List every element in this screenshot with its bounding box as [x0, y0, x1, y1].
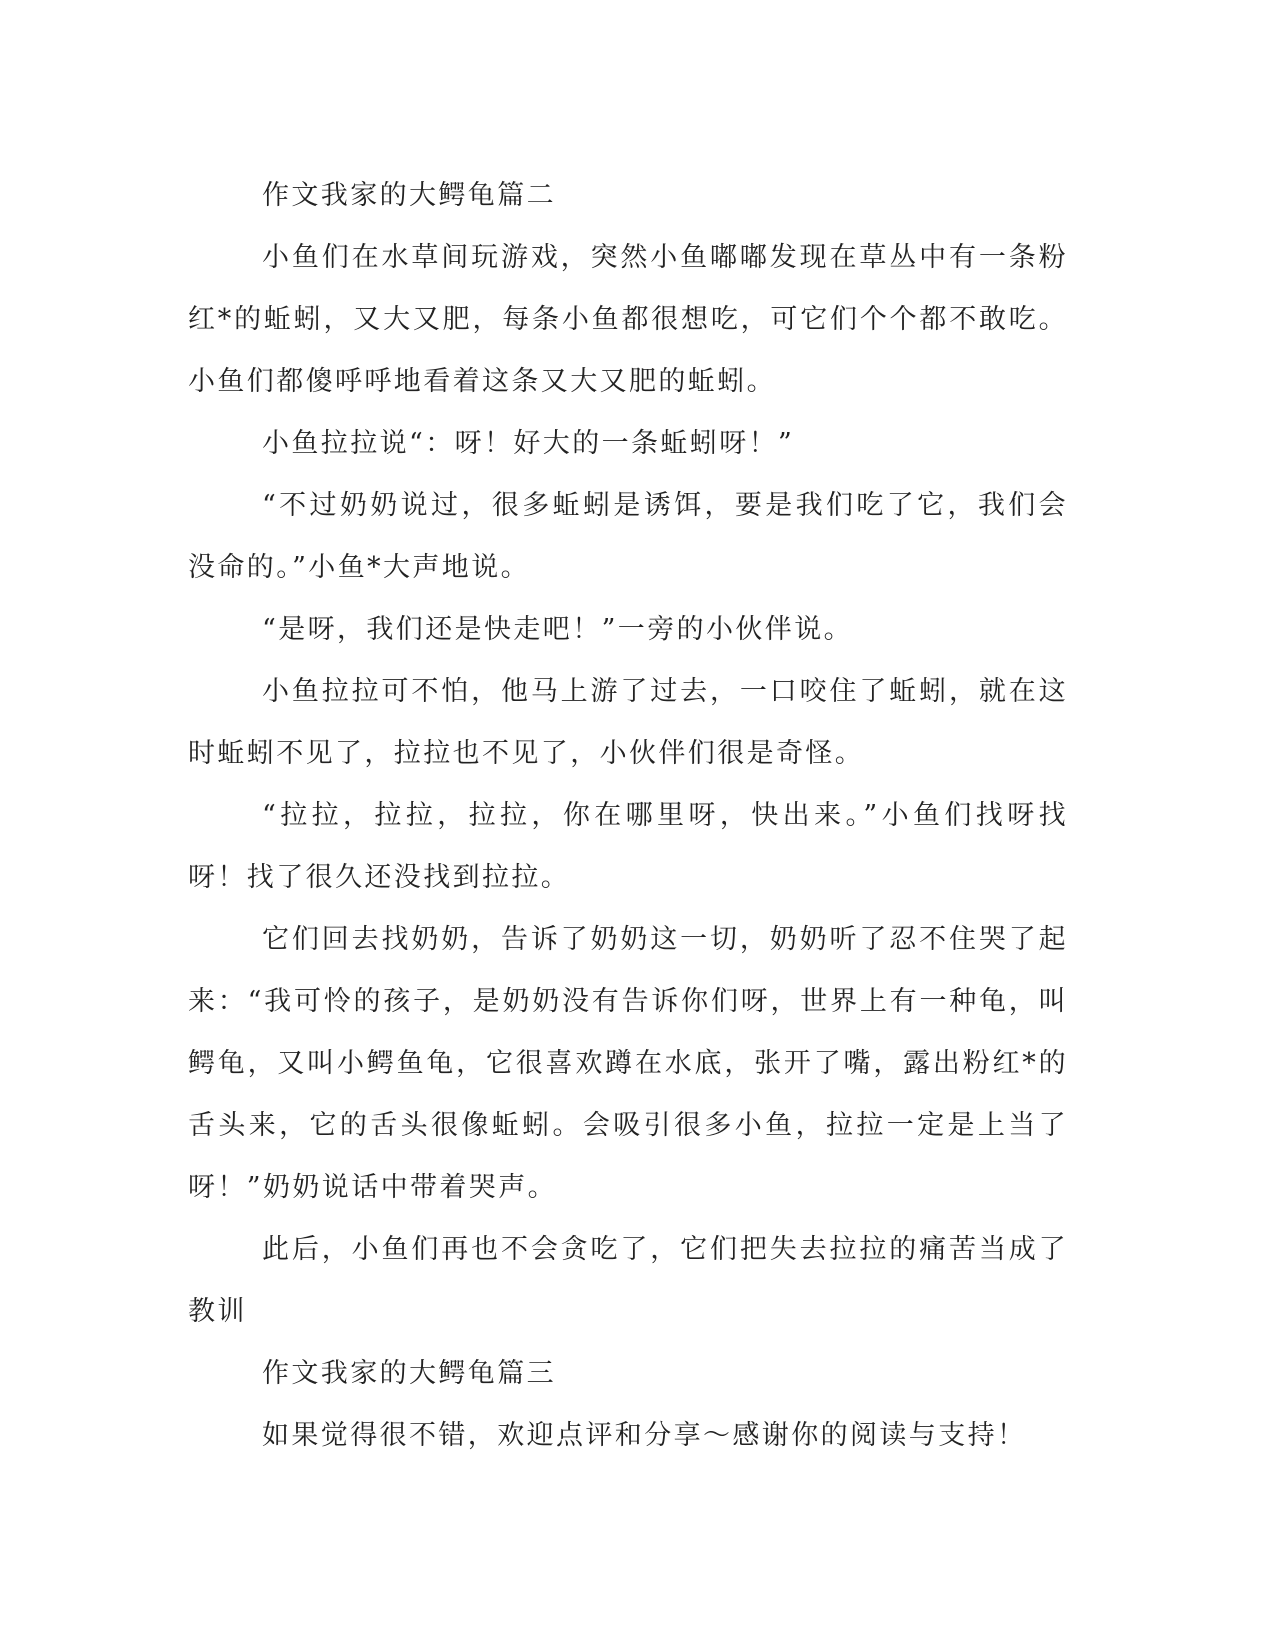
- paragraph-5: 小鱼拉拉可不怕，他马上游了过去，一口咬住了蚯蚓，就在这时蚯蚓不见了，拉拉也不见了，小伙伴们很是奇怪。: [188, 676, 1068, 769]
- section-heading-2: 作文我家的大鳄龟篇二: [262, 180, 556, 211]
- paragraph-4: “是呀，我们还是快走吧！”一旁的小伙伴说。: [262, 614, 854, 645]
- paragraph-6: “拉拉，拉拉，拉拉，你在哪里呀，快出来。”小鱼们找呀找呀！找了很久还没找到拉拉。: [188, 800, 1068, 893]
- paragraph-1: 小鱼们在水草间玩游戏，突然小鱼嘟嘟发现在草丛中有一条粉红*的蚯蚓，又大又肥，每条小鱼都很想吃，可它们个个都不敢吃。小鱼们都傻呼呼地看着这条又大又肥的蚯蚓。: [188, 242, 1068, 397]
- paragraph-7: 它们回去找奶奶，告诉了奶奶这一切，奶奶听了忍不住哭了起来：“我可怜的孩子，是奶奶没有告诉你们呀，世界上有一种龟，叫鳄龟，又叫小鳄鱼龟，它很喜欢蹲在水底，张开了嘴，露出粉红*的舌头来，它的舌头很像蚯蚓。会吸引很多小鱼，拉拉一定是上当了呀！”奶奶说话中带着哭声。: [188, 924, 1068, 1203]
- paragraph-2: 小鱼拉拉说“：呀！好大的一条蚯蚓呀！”: [262, 428, 795, 459]
- paragraph-3: “不过奶奶说过，很多蚯蚓是诱饵，要是我们吃了它，我们会没命的。”小鱼*大声地说。: [188, 490, 1068, 583]
- closing-note: 如果觉得很不错，欢迎点评和分享～感谢你的阅读与支持！: [262, 1420, 1027, 1451]
- section-heading-3: 作文我家的大鳄龟篇三: [262, 1358, 556, 1389]
- paragraph-8: 此后，小鱼们再也不会贪吃了，它们把失去拉拉的痛苦当成了教训: [188, 1234, 1068, 1327]
- document-body: [188, 165, 1068, 1467]
